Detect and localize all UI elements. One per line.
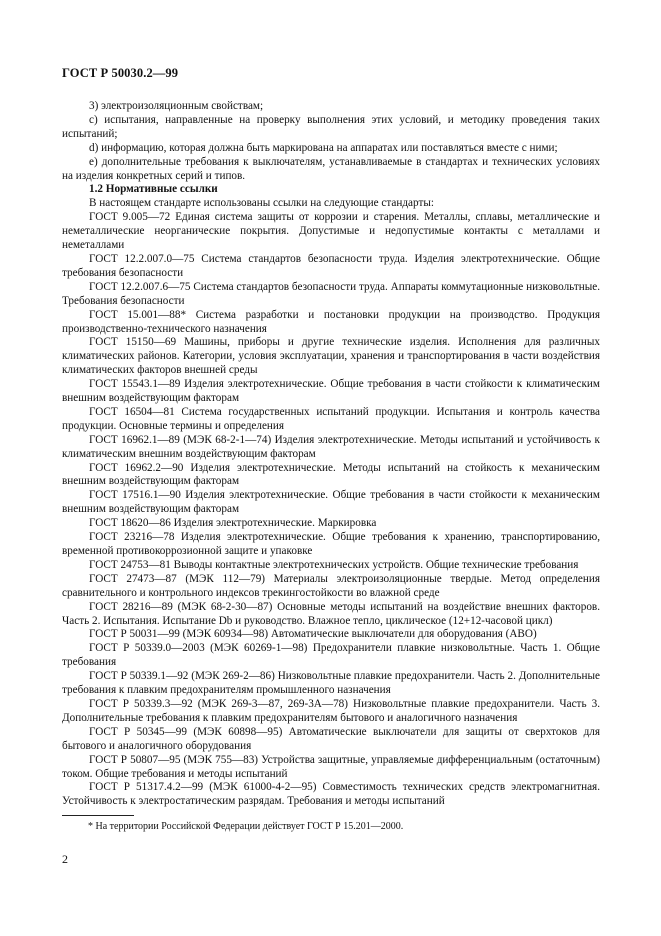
paragraph: d) информацию, которая должна быть маркирована на аппаратах или поставляться вместе с ними; xyxy=(89,141,558,154)
paragraph: ГОСТ 15543.1—89 Изделия электротехнические. Общие требования в части стойкости к климатическим внешним воздействующим факторам xyxy=(62,378,600,405)
paragraph: ГОСТ 28216—89 (МЭК 68-2-30—87) Основные методы испытаний на воздействие внешних факторов. Часть 2. Испытания. Испытание Db и руководство. Влажное тепло, циклическое (12+12-часовой цикл) xyxy=(62,600,600,627)
paragraph: ГОСТ Р 50031—99 (МЭК 60934—98) Автоматические выключатели для оборудования (АВО) xyxy=(89,628,537,641)
paragraph: ГОСТ Р 50339.3—92 (МЭК 269-3—87, 269-3А—78) Низковольтные плавкие предохранители. Часть 3. Дополнительные требования к плавким предохранителям бытового и аналогичного назначения xyxy=(62,697,600,724)
footnote: * На территории Российской Федерации действует ГОСТ Р 15.201—2000. xyxy=(88,821,404,832)
paragraph: ГОСТ 16962.2—90 Изделия электротехнические. Методы испытаний на стойкость к механическим внешним воздействующим факторам xyxy=(62,461,600,488)
paragraph: ГОСТ 16962.1—89 (МЭК 68-2-1—74) Изделия электротехнические. Методы испытаний и устойчивость к климатическим внешним воздействующим факторам xyxy=(62,433,600,460)
paragraph: 3) электроизоляционным свойствам; xyxy=(89,100,264,112)
paragraph: ГОСТ Р 50339.0—2003 (МЭК 60269-1—98) Предохранители плавкие низковольтные. Часть 1. Общие требования xyxy=(62,642,600,669)
paragraph: ГОСТ Р 50807—95 (МЭК 755—83) Устройства защитные, управляемые дифференциальным (остаточным) током. Общие требования и методы испытаний xyxy=(62,753,600,780)
paragraph: ГОСТ 15.001—88* Система разработки и постановки продукции на производство. Продукция производственно-технического назначения xyxy=(62,308,600,335)
paragraph: ГОСТ 23216—78 Изделия электротехнические. Общие требования к хранению, транспортированию, временной противокоррозионной защите и упаковке xyxy=(62,531,600,557)
paragraph: ГОСТ Р 50339.1—92 (МЭК 269-2—86) Низковольтные плавкие предохранители. Часть 2. Дополнительные требования к плавким предохранителям промышленного назначения xyxy=(62,670,600,697)
paragraph: c) испытания, направленные на проверку выполнения этих условий, и методику проведения таких испытаний; xyxy=(62,113,600,140)
paragraph: ГОСТ 12.2.007.0—75 Система стандартов безопасности труда. Изделия электротехнические. Общие требования безопасности xyxy=(62,252,600,279)
body-text xyxy=(62,100,600,809)
page-number: 2 xyxy=(62,852,68,866)
section-heading: 1.2 Нормативные ссылки xyxy=(89,183,218,196)
paragraph: ГОСТ 17516.1—90 Изделия электротехнические. Общие требования в части стойкости к механическим внешним воздействующим факторам xyxy=(62,489,600,516)
paragraph: В настоящем стандарте использованы ссылки на следующие стандарты: xyxy=(89,197,434,210)
paragraph: ГОСТ 15150—69 Машины, приборы и другие технические изделия. Исполнения для различных климатических районов. Категории, условия эксплуатации, хранения и транспортирования в части воздействия климатических факторов внешней среды xyxy=(62,336,600,377)
paragraph: ГОСТ 18620—86 Изделия электротехнические. Маркировка xyxy=(89,517,377,530)
paragraph: e) дополнительные требования к выключателям, устанавливаемые в стандартах и технических условиях на изделия конкретных серий и типов. xyxy=(62,155,600,182)
paragraph: ГОСТ 16504—81 Система государственных испытаний продукции. Испытания и контроль качества продукции. Основные термины и определения xyxy=(62,405,600,432)
paragraph: ГОСТ 27473—87 (МЭК 112—79) Материалы электроизоляционные твердые. Метод определения сравнительного и контрольного индексов трекингостойкости во влажной среде xyxy=(62,572,600,599)
paragraph: ГОСТ 24753—81 Выводы контактные электротехнических устройств. Общие технические требования xyxy=(89,558,579,571)
paragraph: ГОСТ Р 50345—99 (МЭК 60898—95) Автоматические выключатели для защиты от сверхтоков для бытового и аналогичного оборудования xyxy=(62,725,600,752)
paragraph: ГОСТ 12.2.007.6—75 Система стандартов безопасности труда. Аппараты коммутационные низковольтные. Требования безопасности xyxy=(62,280,600,307)
document-header-code: ГОСТ Р 50030.2—99 xyxy=(62,66,179,80)
footnote-divider xyxy=(62,815,134,816)
paragraph: ГОСТ Р 51317.4.2—99 (МЭК 61000-4-2—95) Совместимость технических средств электромагнитная. Устойчивость к электростатическим разрядам. Требования и методы испытаний xyxy=(62,781,600,808)
paragraph: ГОСТ 9.005—72 Единая система защиты от коррозии и старения. Металлы, сплавы, металлические и неметаллические неорганические покрытия. Допустимые и недопустимые контакты с металлами и неметаллами xyxy=(62,211,600,252)
